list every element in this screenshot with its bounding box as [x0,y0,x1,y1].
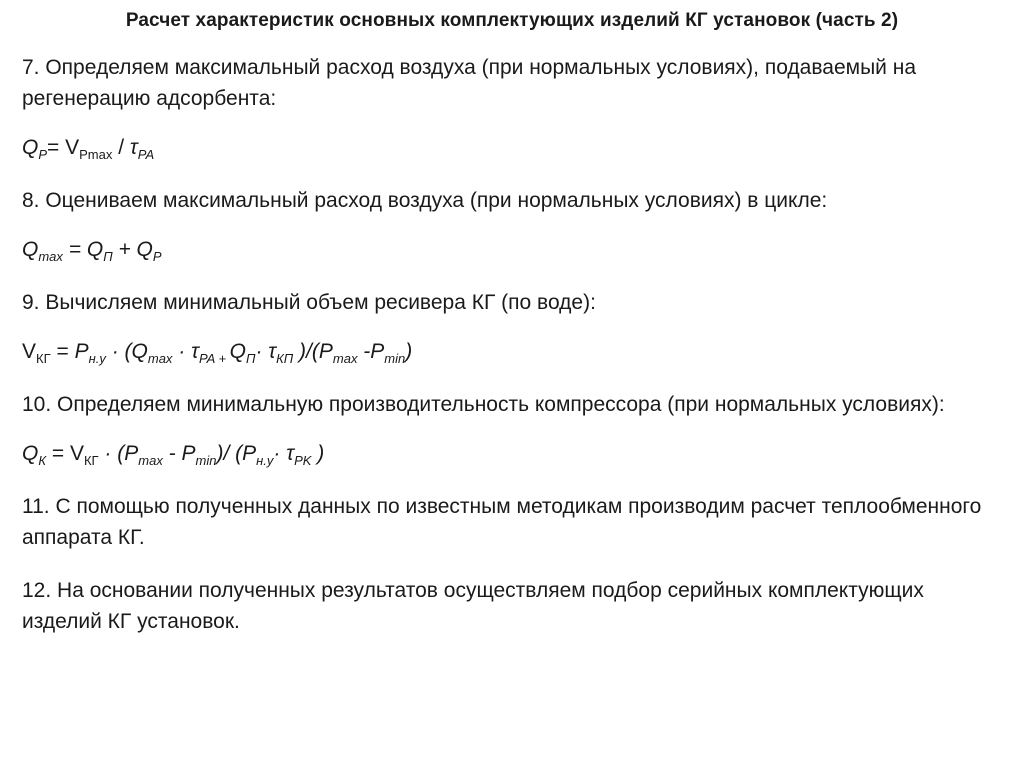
formula-vkg-eq: = [50,340,75,363]
formula-qmax [22,234,1002,265]
formula-vkg-close-div: )/(P [293,340,333,363]
formula-qk [22,438,1002,469]
formula-qmax-b-sub: P [152,249,162,265]
step-8-text: 8. Оцениваем максимальный расход воздуха (при нормальных условиях) в цикле: [22,189,828,212]
formula-vkg-v: V [22,340,37,363]
formula-qp-tau: τ [129,136,138,159]
formula-qk-v-sub: КГ [83,453,99,469]
step-9-text: 9. Вычисляем минимальный объем ресивера КГ (по воде): [22,291,596,314]
formula-qk-close-div: )/ (P [216,442,257,465]
formula-vkg-tau2: · τ [255,340,277,363]
formula-vkg-qmax-sub: max [147,351,173,367]
formula-vkg-q2-sub: П [246,351,256,367]
formula-qp-tau-sub: PA [137,147,155,163]
formula-qmax-a-sub: П [103,249,113,265]
formula-qp-q-sub: P [38,147,48,163]
formula-vkg-v-sub: КГ [36,351,51,367]
formula-vkg-p-sub: н.у [88,351,106,367]
formula-vkg-q2: Q [229,340,247,363]
content-body [22,52,1002,637]
step-10-text: 10. Определяем минимальную производительность компрессора (при нормальных условиях): [22,393,945,416]
formula-qp-eq: = V [47,136,80,159]
formula-qk-tau: · τ [273,442,295,465]
formula-qmax-q-sub: max [38,249,63,265]
formula-qp [22,132,1002,163]
step-7-text: 7. Определяем максимальный расход воздуха (при нормальных условиях), подаваемый на регенерацию адсорбента: [22,56,917,110]
step-12-text: 12. На основании полученных результатов осуществляем подбор серийных комплектующих изделий КГ установок. [22,579,924,633]
formula-qk-pny-sub: н.у [256,453,274,469]
formula-vkg-pmax-sub: max [332,351,358,367]
formula-qk-tau-sub: PK [294,453,312,469]
formula-qk-q: Q [22,442,39,465]
formula-qk-open: · (P [98,442,139,465]
formula-qp-div: / [112,136,130,159]
formula-qmax-eq: = Q [62,238,104,261]
formula-qk-pmin-sub: min [195,453,217,469]
formula-vkg-p: P [74,340,89,363]
formula-qk-eq: = V [46,442,84,465]
formula-qmax-plus: + Q [112,238,153,261]
step-11-text: 11. С помощью полученных данных по известным методикам производим расчет теплообменного аппарата КГ. [22,495,982,549]
formula-qmax-q: Q [22,238,39,261]
formula-qk-minus: - P [162,442,196,465]
formula-vkg [22,336,1002,367]
formula-qk-close: ) [311,442,325,465]
formula-qp-q: Q [22,136,39,159]
formula-qk-pmax-sub: max [138,453,163,469]
slide-title: Расчет характеристик основных комплектующих изделий КГ установок (часть 2) [125,10,899,31]
formula-vkg-open: · (Q [105,340,148,363]
formula-qk-q-sub: К [38,453,47,469]
formula-vkg-tau2-sub: КП [276,351,294,367]
formula-vkg-tau-sub: PA + [198,351,230,367]
formula-vkg-close: ) [405,340,413,363]
formula-vkg-tau: · τ [172,340,199,363]
formula-qp-v-sub: Pmax [79,147,113,163]
formula-vkg-pmin-sub: min [384,351,406,367]
formula-vkg-minus: -P [357,340,385,363]
